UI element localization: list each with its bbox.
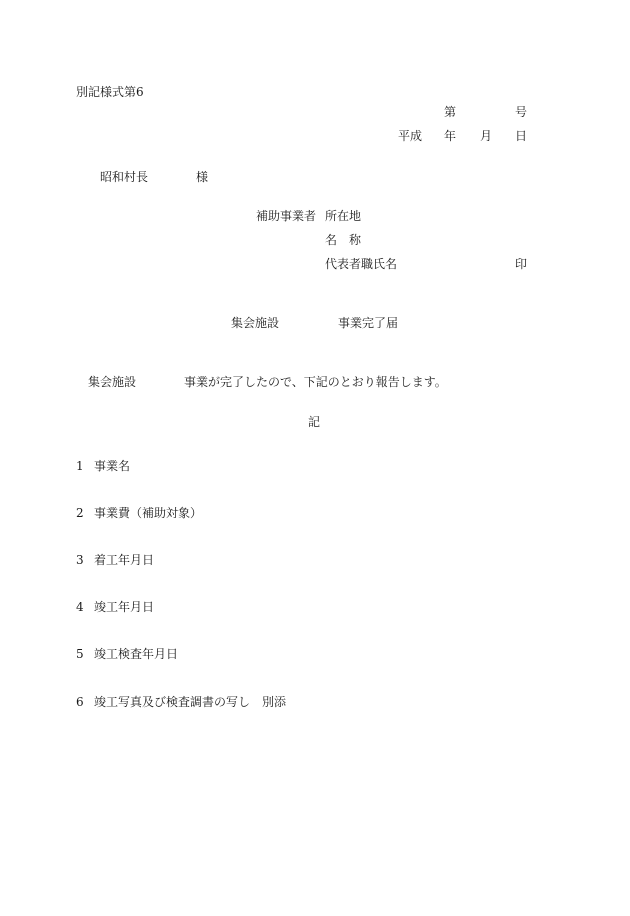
item-number: 6	[76, 695, 84, 709]
body-sentence: 事業が完了したので、下記のとおり報告します。	[184, 375, 447, 389]
form-number-label: 別記様式第6	[76, 85, 144, 99]
item-label: 着工年月日	[94, 553, 155, 567]
item-label: 竣工検査年月日	[94, 647, 179, 661]
date-year: 年	[444, 129, 457, 143]
item-number: 2	[76, 506, 84, 520]
document-number-gou: 号	[515, 105, 528, 119]
item-number: 4	[76, 600, 84, 614]
applicant-address-label: 所在地	[325, 209, 362, 223]
applicant-rep-label: 代表者職氏名	[325, 257, 398, 271]
body-facility: 集会施設	[88, 375, 137, 389]
applicant-name-label: 名 称	[325, 233, 362, 247]
title-facility: 集会施設	[231, 316, 280, 330]
title-document: 事業完了届	[338, 316, 399, 330]
item-label: 事業費（補助対象）	[94, 506, 203, 520]
seal-mark: 印	[515, 257, 528, 271]
date-day: 日	[515, 129, 528, 143]
item-number: 3	[76, 553, 84, 567]
date-month: 月	[480, 129, 493, 143]
addressee-name: 昭和村長	[100, 170, 149, 184]
item-label: 竣工年月日	[94, 600, 155, 614]
item-number: 5	[76, 647, 84, 661]
item-label: 事業名	[94, 459, 131, 473]
applicant-role: 補助事業者	[256, 209, 317, 223]
date-era: 平成	[398, 129, 423, 143]
item-label: 竣工写真及び検査調書の写し 別添	[94, 695, 287, 709]
ki-heading: 記	[308, 415, 321, 429]
document-number-dai: 第	[444, 105, 457, 119]
addressee-honorific: 様	[196, 170, 209, 184]
item-number: 1	[76, 459, 84, 473]
